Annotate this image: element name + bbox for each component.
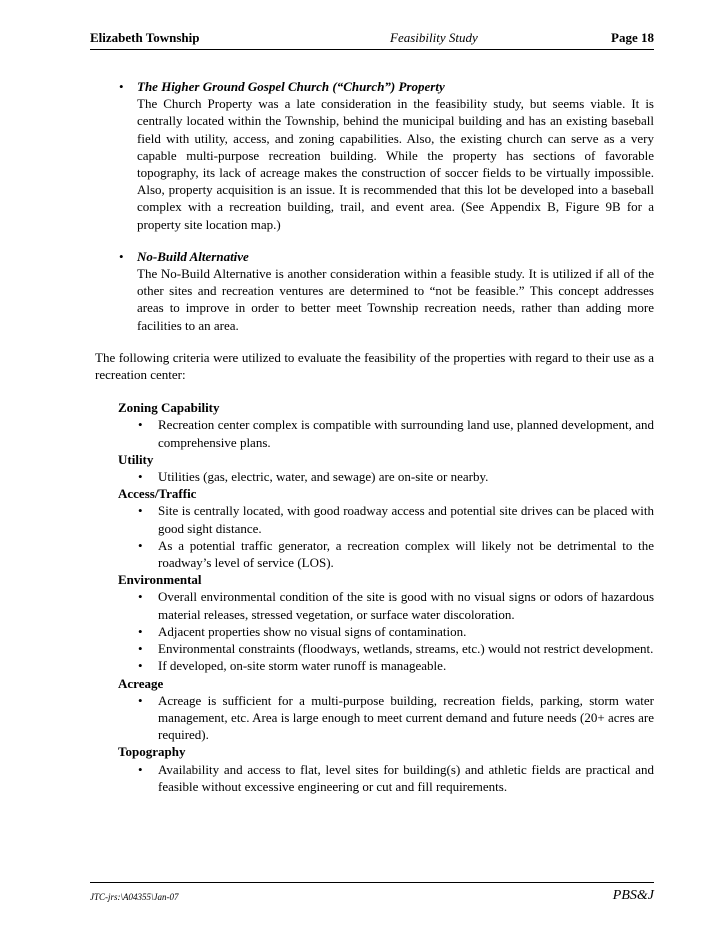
page-header <box>90 30 654 50</box>
bullet-icon: • <box>119 248 124 264</box>
criteria-text: If developed, on-site storm water runoff is manageable. <box>158 658 447 674</box>
criteria-text: Adjacent properties show no visual signs of contamination. <box>158 623 467 639</box>
criteria-list <box>118 416 654 450</box>
criteria-text: Overall environmental condition of the site is good with no visual signs or odors of hazardous material releases, stressed vegetation, or surface water discoloration. <box>158 589 654 622</box>
bullet-icon: • <box>138 417 143 433</box>
page-footer <box>90 888 654 908</box>
criteria-text: Site is centrally located, with good roadway access and potential site drives can be placed with good sight distance. <box>158 503 654 536</box>
bullet-icon: • <box>119 79 124 94</box>
list-item <box>118 640 654 657</box>
footer-file-reference: JTC-jrs:\A04355\Jan-07 <box>90 892 179 902</box>
criteria-list <box>118 692 654 744</box>
bullet-icon: • <box>138 692 143 708</box>
criteria-list <box>118 468 654 485</box>
criteria-text: Environmental constraints (floodways, wetlands, streams, etc.) would not restrict development. <box>158 641 654 657</box>
list-item <box>118 692 654 744</box>
list-item <box>118 416 654 450</box>
list-item <box>118 468 654 485</box>
bullet-icon: • <box>138 589 143 605</box>
alternatives-list <box>95 78 654 334</box>
criteria-text: Utilities (gas, electric, water, and sewage) are on-site or nearby. <box>158 469 489 485</box>
header-rule <box>90 49 654 50</box>
criteria-list <box>118 588 654 674</box>
bullet-icon: • <box>138 761 143 777</box>
criteria-heading: Topography <box>118 744 186 760</box>
item-body: The No-Build Alternative is another consideration within a feasible study. It is utilized if all of the other sites and recreation ventures are determined to “not be feasible.” This concept addresses areas to improve in order to better meet Township recreation needs, rather than adding more facilities to an area. <box>137 266 654 333</box>
criteria-text: As a potential traffic generator, a recreation complex will likely not be detrimental to the roadway’s level of service (LOS). <box>158 537 654 571</box>
list-item <box>118 502 654 536</box>
header-township: Elizabeth Township <box>90 30 200 45</box>
bullet-icon: • <box>138 537 143 553</box>
bullet-icon: • <box>138 623 143 639</box>
list-item <box>95 248 654 334</box>
criteria-section <box>95 399 654 795</box>
criteria-heading: Environmental <box>118 572 202 588</box>
list-item <box>118 761 654 795</box>
footer-rule <box>90 882 654 883</box>
list-item <box>118 537 654 571</box>
item-body: The Church Property was a late consideration in the feasibility study, but seems viable. It is centrally located within the Township, behind the municipal building and has an existing baseball field with utility, access, and zoning capabilities. Also, the existing church can serve as a very capable multi-purpose recreation building. While the property has sections of favorable topography, its lack of acreage makes the construction of soccer fields to be virtually impossible. Also, property acquisition is an issue. It is recommended that this lot be developed into a baseball complex with a recreation building, trail, and event area. (See Appendix B, Figure 9B for a property site location map.) <box>137 96 654 232</box>
criteria-text: Acreage is sufficient for a multi-purpose building, recreation fields, parking, storm water management, etc. Area is large enough to meet current demand and future needs (20+ acres are required). <box>158 692 654 743</box>
criteria-list <box>118 502 654 571</box>
criteria-text: Availability and access to flat, level sites for building(s) and athletic fields are practical and feasible without excessive engineering or cut and fill requirements. <box>158 761 654 794</box>
bullet-icon: • <box>138 503 143 519</box>
bullet-icon: • <box>138 658 143 674</box>
header-page-number: Page 18 <box>611 30 654 45</box>
criteria-heading: Zoning Capability <box>118 400 220 416</box>
bullet-icon: • <box>138 469 143 485</box>
list-item <box>118 657 654 674</box>
criteria-heading: Utility <box>118 451 154 467</box>
criteria-intro: The following criteria were utilized to evaluate the feasibility of the properties with regard to their use as a recreation center: <box>95 349 654 383</box>
criteria-text: Recreation center complex is compatible with surrounding land use, planned development, and comprehensive plans. <box>158 417 654 450</box>
list-item <box>118 623 654 640</box>
header-title: Feasibility Study <box>390 30 478 45</box>
list-item <box>118 588 654 622</box>
list-item <box>95 78 654 233</box>
criteria-heading: Acreage <box>118 675 164 691</box>
item-title: The Higher Ground Gospel Church (“Church”) Property <box>137 79 445 94</box>
criteria-list <box>118 761 654 795</box>
page-content <box>95 78 654 795</box>
bullet-icon: • <box>138 641 143 657</box>
criteria-heading: Access/Traffic <box>118 486 197 502</box>
item-title: No-Build Alternative <box>137 248 249 264</box>
footer-company: PBS&J <box>612 888 654 903</box>
